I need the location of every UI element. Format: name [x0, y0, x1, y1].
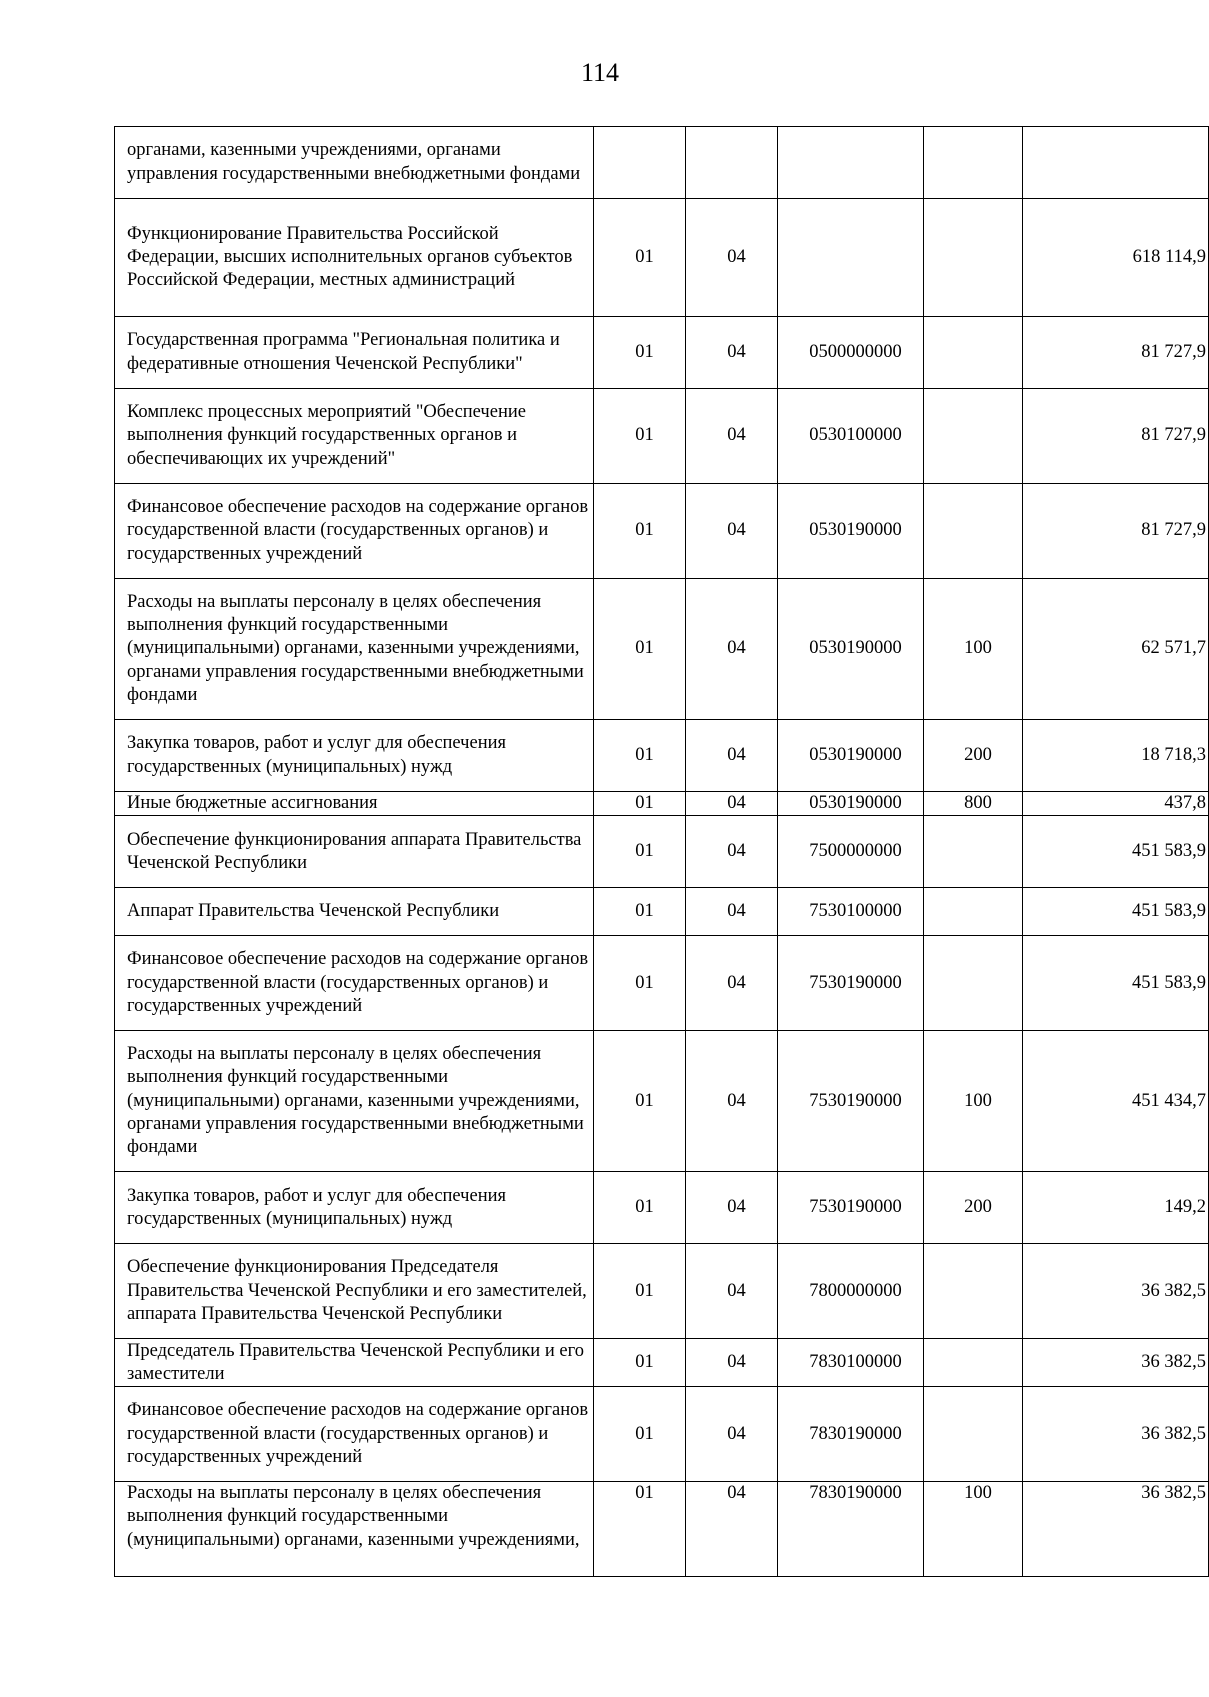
row-subsection-cell: 04 — [686, 720, 778, 792]
row-name-cell: Обеспечение функционирования Председателя Правительства Чеченской Республики и его заместителей, аппарата Правительства Чеченской Республики — [115, 1244, 594, 1339]
row-section-cell: 01 — [594, 792, 686, 816]
row-name-cell: Расходы на выплаты персоналу в целях обеспечения выполнения функций государственными (муниципальными) органами, казенными учреждениями, органами управления государственными внебюджетными фондами — [115, 1031, 594, 1172]
row-subsection-cell: 04 — [686, 1339, 778, 1387]
row-section-cell: 01 — [594, 1482, 686, 1577]
row-target-article-cell: 0530190000 — [778, 579, 924, 720]
row-amount-cell: 437,8 — [1023, 792, 1209, 816]
row-section-cell: 01 — [594, 199, 686, 317]
row-target-article-cell: 7530100000 — [778, 888, 924, 936]
row-target-article-cell: 7830190000 — [778, 1482, 924, 1577]
table-row — [115, 1244, 1209, 1339]
table-row — [115, 579, 1209, 720]
budget-table-body — [115, 127, 1209, 1577]
table-row — [115, 792, 1209, 816]
row-subsection-cell: 04 — [686, 1482, 778, 1577]
row-target-article-cell: 7530190000 — [778, 1172, 924, 1244]
row-target-article-cell: 7830190000 — [778, 1387, 924, 1482]
row-amount-cell: 149,2 — [1023, 1172, 1209, 1244]
row-amount-cell — [1023, 127, 1209, 199]
row-name-cell: Функционирование Правительства Российской Федерации, высших исполнительных органов субъектов Российской Федерации, местных администраций — [115, 199, 594, 317]
row-subsection-cell: 04 — [686, 936, 778, 1031]
row-target-article-cell: 7800000000 — [778, 1244, 924, 1339]
row-section-cell: 01 — [594, 1244, 686, 1339]
row-subsection-cell: 04 — [686, 792, 778, 816]
row-expense-type-cell — [924, 1339, 1023, 1387]
row-amount-cell: 62 571,7 — [1023, 579, 1209, 720]
row-subsection-cell: 04 — [686, 317, 778, 389]
table-row — [115, 199, 1209, 317]
row-amount-cell: 81 727,9 — [1023, 389, 1209, 484]
row-expense-type-cell — [924, 936, 1023, 1031]
table-row — [115, 317, 1209, 389]
row-amount-cell: 618 114,9 — [1023, 199, 1209, 317]
row-expense-type-cell — [924, 888, 1023, 936]
row-amount-cell: 81 727,9 — [1023, 484, 1209, 579]
table-row — [115, 1031, 1209, 1172]
table-row — [115, 1482, 1209, 1577]
row-expense-type-cell: 100 — [924, 1482, 1023, 1577]
row-expense-type-cell: 200 — [924, 720, 1023, 792]
row-target-article-cell: 7530190000 — [778, 936, 924, 1031]
table-row — [115, 936, 1209, 1031]
row-name-cell: Комплекс процессных мероприятий "Обеспечение выполнения функций государственных органов и обеспечивающих их учреждений" — [115, 389, 594, 484]
row-amount-cell: 81 727,9 — [1023, 317, 1209, 389]
row-section-cell: 01 — [594, 1172, 686, 1244]
row-subsection-cell: 04 — [686, 199, 778, 317]
row-expense-type-cell — [924, 199, 1023, 317]
row-name-cell: органами, казенными учреждениями, органами управления государственными внебюджетными фондами — [115, 127, 594, 199]
row-expense-type-cell — [924, 317, 1023, 389]
row-expense-type-cell — [924, 389, 1023, 484]
row-target-article-cell: 0530190000 — [778, 720, 924, 792]
table-row — [115, 816, 1209, 888]
row-amount-cell: 36 382,5 — [1023, 1244, 1209, 1339]
row-name-cell: Иные бюджетные ассигнования — [115, 792, 594, 816]
row-subsection-cell: 04 — [686, 1172, 778, 1244]
row-subsection-cell: 04 — [686, 816, 778, 888]
row-target-article-cell: 0530190000 — [778, 484, 924, 579]
row-subsection-cell: 04 — [686, 484, 778, 579]
row-expense-type-cell — [924, 1387, 1023, 1482]
row-name-cell: Председатель Правительства Чеченской Республики и его заместители — [115, 1339, 594, 1387]
row-expense-type-cell: 100 — [924, 579, 1023, 720]
row-subsection-cell: 04 — [686, 1031, 778, 1172]
row-name-cell: Финансовое обеспечение расходов на содержание органов государственной власти (государственных органов) и государственных учреждений — [115, 484, 594, 579]
page-number: 114 — [580, 58, 620, 87]
table-row — [115, 1172, 1209, 1244]
row-name-cell: Финансовое обеспечение расходов на содержание органов государственной власти (государственных органов) и государственных учреждений — [115, 936, 594, 1031]
row-section-cell: 01 — [594, 816, 686, 888]
row-expense-type-cell — [924, 484, 1023, 579]
row-name-cell: Финансовое обеспечение расходов на содержание органов государственной власти (государственных органов) и государственных учреждений — [115, 1387, 594, 1482]
table-row — [115, 888, 1209, 936]
row-expense-type-cell — [924, 127, 1023, 199]
row-target-article-cell: 7830100000 — [778, 1339, 924, 1387]
row-target-article-cell: 0500000000 — [778, 317, 924, 389]
row-section-cell: 01 — [594, 1339, 686, 1387]
row-name-cell: Закупка товаров, работ и услуг для обеспечения государственных (муниципальных) нужд — [115, 720, 594, 792]
row-expense-type-cell: 800 — [924, 792, 1023, 816]
row-name-cell: Закупка товаров, работ и услуг для обеспечения государственных (муниципальных) нужд — [115, 1172, 594, 1244]
row-section-cell: 01 — [594, 1387, 686, 1482]
table-row — [115, 389, 1209, 484]
row-amount-cell: 451 434,7 — [1023, 1031, 1209, 1172]
row-target-article-cell: 0530100000 — [778, 389, 924, 484]
row-expense-type-cell: 200 — [924, 1172, 1023, 1244]
table-row — [115, 1387, 1209, 1482]
row-target-article-cell — [778, 127, 924, 199]
row-expense-type-cell — [924, 1244, 1023, 1339]
row-name-cell: Расходы на выплаты персоналу в целях обеспечения выполнения функций государственными (муниципальными) органами, казенными учреждениями, органами управления государственными внебюджетными фондами — [115, 579, 594, 720]
budget-table — [114, 126, 1209, 1577]
row-amount-cell: 36 382,5 — [1023, 1339, 1209, 1387]
row-section-cell: 01 — [594, 579, 686, 720]
table-row — [115, 127, 1209, 199]
row-section-cell: 01 — [594, 389, 686, 484]
row-name-cell: Государственная программа "Региональная политика и федеративные отношения Чеченской Республики" — [115, 317, 594, 389]
row-subsection-cell: 04 — [686, 1244, 778, 1339]
table-row — [115, 1339, 1209, 1387]
row-amount-cell: 451 583,9 — [1023, 816, 1209, 888]
row-section-cell: 01 — [594, 720, 686, 792]
row-amount-cell: 451 583,9 — [1023, 888, 1209, 936]
row-section-cell: 01 — [594, 484, 686, 579]
row-section-cell — [594, 127, 686, 199]
row-amount-cell: 36 382,5 — [1023, 1387, 1209, 1482]
row-section-cell: 01 — [594, 888, 686, 936]
row-target-article-cell: 7500000000 — [778, 816, 924, 888]
row-subsection-cell — [686, 127, 778, 199]
row-name-cell: Обеспечение функционирования аппарата Правительства Чеченской Республики — [115, 816, 594, 888]
row-subsection-cell: 04 — [686, 389, 778, 484]
row-expense-type-cell — [924, 816, 1023, 888]
row-target-article-cell: 7530190000 — [778, 1031, 924, 1172]
row-target-article-cell — [778, 199, 924, 317]
row-section-cell: 01 — [594, 317, 686, 389]
row-name-cell: Расходы на выплаты персоналу в целях обеспечения выполнения функций государственными (муниципальными) органами, казенными учреждениями, — [115, 1482, 594, 1577]
row-subsection-cell: 04 — [686, 579, 778, 720]
table-row — [115, 484, 1209, 579]
row-subsection-cell: 04 — [686, 1387, 778, 1482]
row-amount-cell: 36 382,5 — [1023, 1482, 1209, 1577]
row-section-cell: 01 — [594, 936, 686, 1031]
row-expense-type-cell: 100 — [924, 1031, 1023, 1172]
row-subsection-cell: 04 — [686, 888, 778, 936]
row-target-article-cell: 0530190000 — [778, 792, 924, 816]
row-amount-cell: 18 718,3 — [1023, 720, 1209, 792]
row-section-cell: 01 — [594, 1031, 686, 1172]
row-name-cell: Аппарат Правительства Чеченской Республики — [115, 888, 594, 936]
table-row — [115, 720, 1209, 792]
row-amount-cell: 451 583,9 — [1023, 936, 1209, 1031]
